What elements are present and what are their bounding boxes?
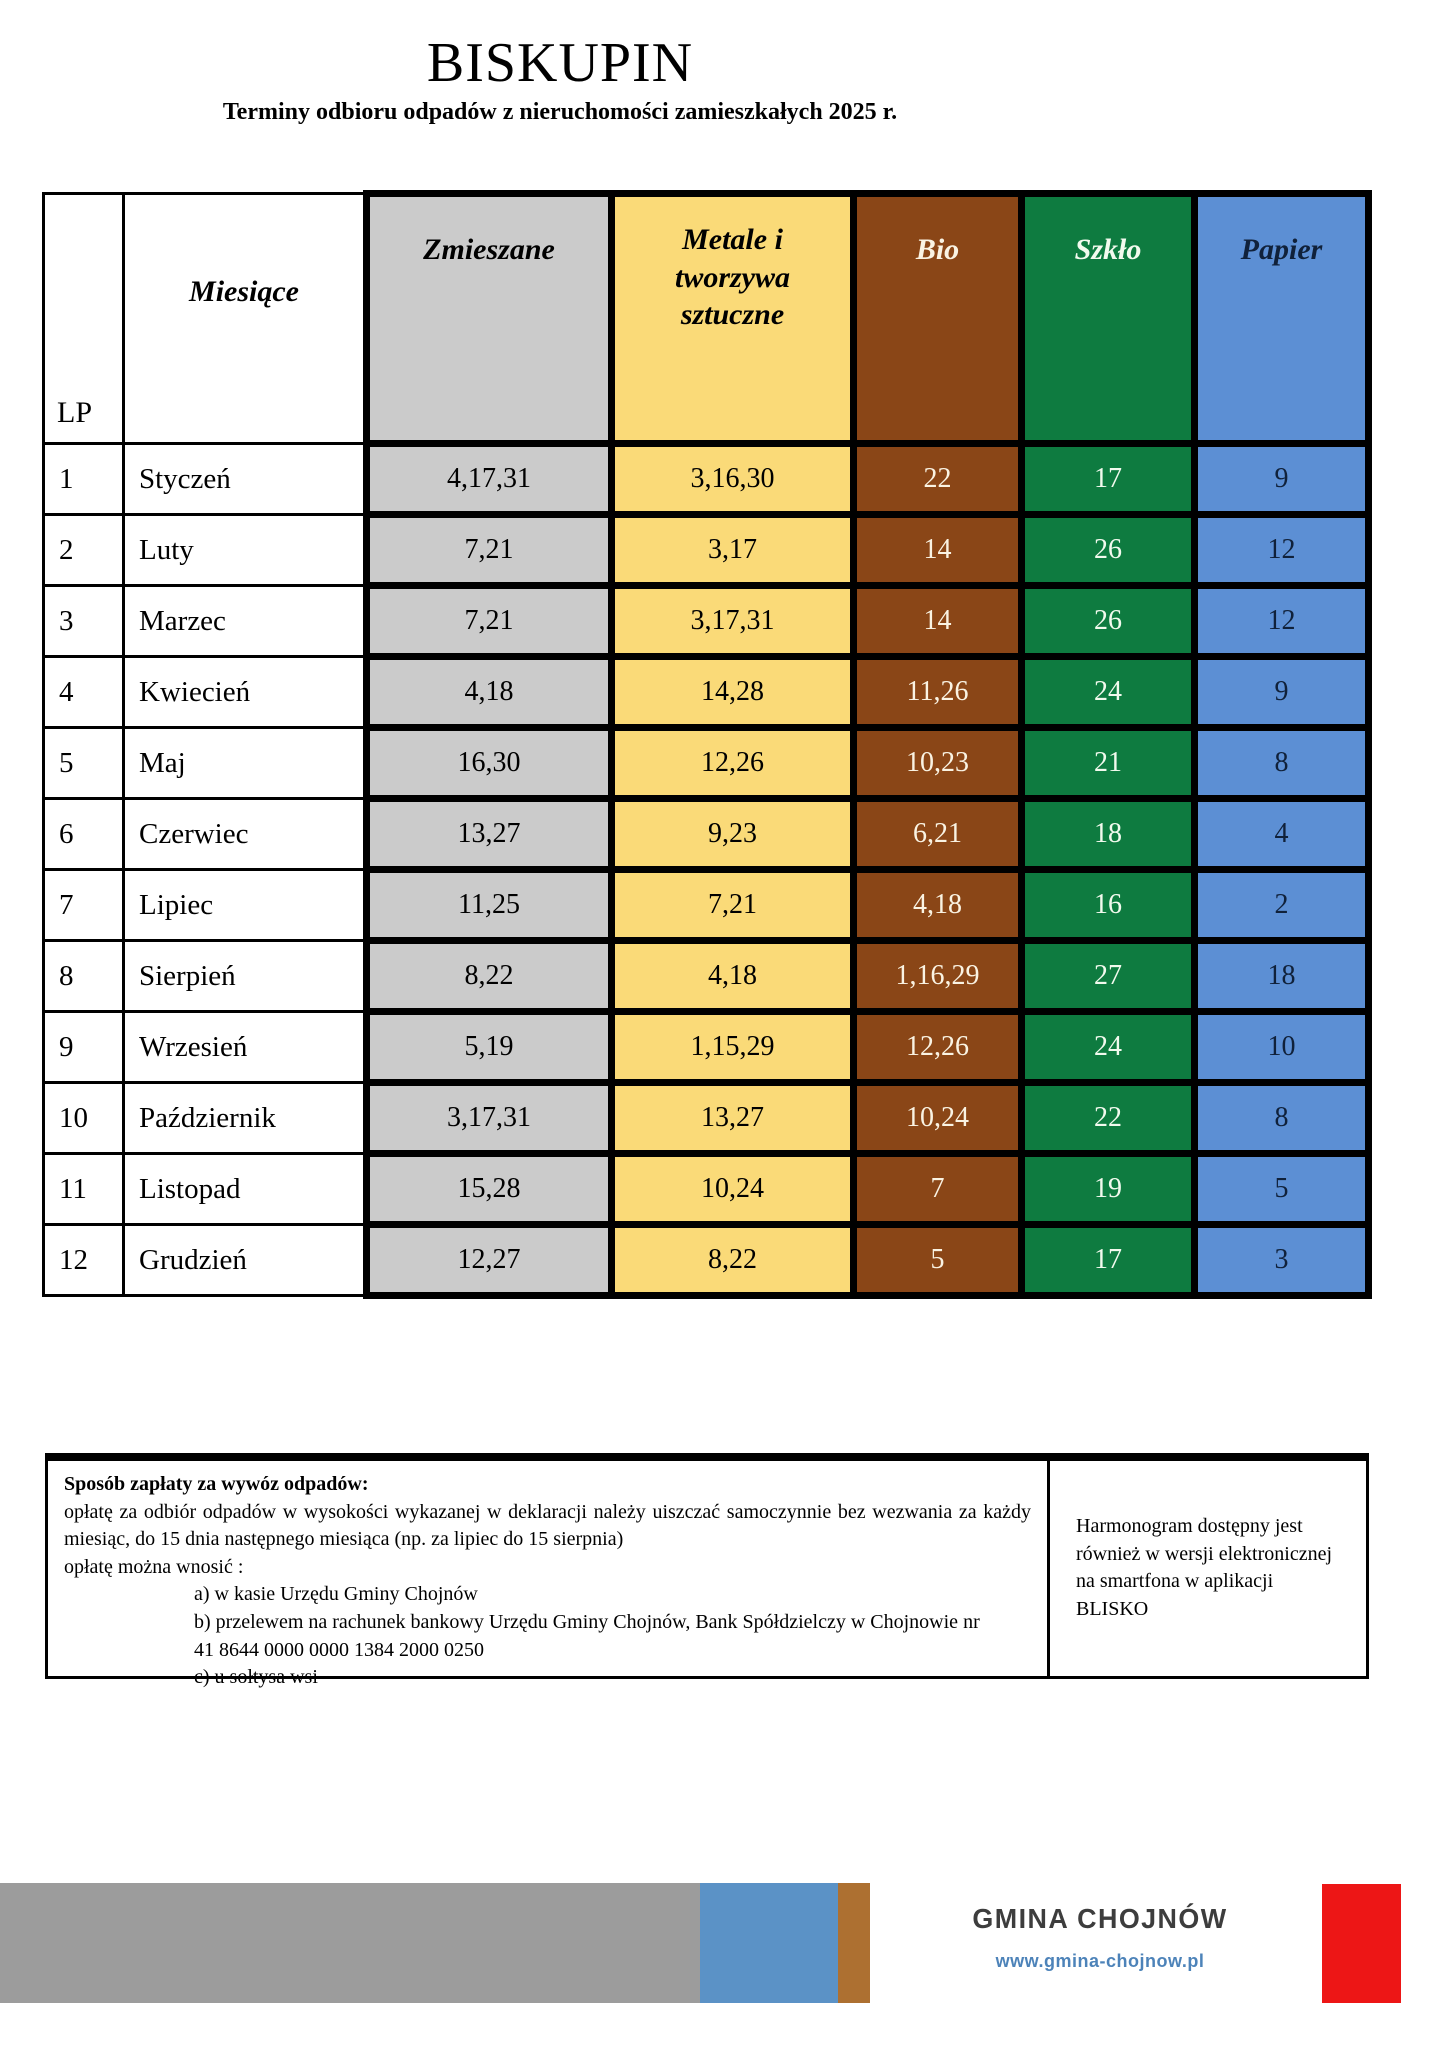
bio-dates-cell: 1,16,29 <box>854 941 1022 1012</box>
column-header-papier: Papier <box>1195 194 1369 444</box>
payment-info-section <box>45 1453 1369 1689</box>
papier-dates-cell: 8 <box>1195 1083 1369 1154</box>
schedule-table-row <box>44 515 1369 586</box>
zmieszane-dates-cell: 16,30 <box>367 728 612 799</box>
row-number-cell: 6 <box>44 799 124 870</box>
metale-dates-cell: 4,18 <box>612 941 854 1012</box>
app-info-text: Harmonogram dostępny jest również w wersji elektronicznej na smartfona w aplikacji BLISKO <box>1076 1515 1333 1620</box>
row-number-cell: 4 <box>44 657 124 728</box>
month-cell: Czerwiec <box>124 799 367 870</box>
column-header-lp: LP <box>44 194 124 444</box>
zmieszane-dates-cell: 13,27 <box>367 799 612 870</box>
schedule-table-row <box>44 1154 1369 1225</box>
footer-brand <box>950 1903 1250 1972</box>
document-header <box>0 34 1120 126</box>
month-cell: Marzec <box>124 586 367 657</box>
papier-dates-cell: 5 <box>1195 1154 1369 1225</box>
papier-dates-cell: 12 <box>1195 515 1369 586</box>
column-header-szklo: Szkło <box>1022 194 1195 444</box>
bio-dates-cell: 4,18 <box>854 870 1022 941</box>
papier-dates-cell: 9 <box>1195 657 1369 728</box>
metale-dates-cell: 13,27 <box>612 1083 854 1154</box>
szklo-dates-cell: 24 <box>1022 657 1195 728</box>
szklo-dates-cell: 21 <box>1022 728 1195 799</box>
zmieszane-dates-cell: 12,27 <box>367 1225 612 1296</box>
bio-dates-cell: 11,26 <box>854 657 1022 728</box>
szklo-dates-cell: 26 <box>1022 515 1195 586</box>
bio-dates-cell: 5 <box>854 1225 1022 1296</box>
row-number-cell: 11 <box>44 1154 124 1225</box>
zmieszane-dates-cell: 7,21 <box>367 515 612 586</box>
metale-dates-cell: 7,21 <box>612 870 854 941</box>
bank-account-number: 41 8644 0000 0000 1384 2000 0250 <box>194 1638 484 1661</box>
row-number-cell: 3 <box>44 586 124 657</box>
column-header-metale: Metale i tworzywa sztuczne <box>612 194 854 444</box>
month-cell: Sierpień <box>124 941 367 1012</box>
szklo-dates-cell: 19 <box>1022 1154 1195 1225</box>
payment-paragraph: opłatę za odbiór odpadów w wysokości wykazanej w deklaracji należy uiszczać samoczynnie bez wezwania za każdy miesiąc, do 15 dnia następnego miesiąca (np. za lipiec do 15 sierpnia) <box>64 1500 1031 1551</box>
schedule-table-row <box>44 1012 1369 1083</box>
month-cell: Październik <box>124 1083 367 1154</box>
schedule-table-row <box>44 941 1369 1012</box>
month-cell: Kwiecień <box>124 657 367 728</box>
metale-dates-cell: 3,16,30 <box>612 444 854 515</box>
schedule-table-row <box>44 586 1369 657</box>
metale-dates-cell: 8,22 <box>612 1225 854 1296</box>
schedule-table-body <box>44 444 1369 1296</box>
metale-dates-cell: 9,23 <box>612 799 854 870</box>
footer-red-square <box>1322 1884 1401 2003</box>
zmieszane-dates-cell: 3,17,31 <box>367 1083 612 1154</box>
schedule-table-row <box>44 870 1369 941</box>
zmieszane-dates-cell: 7,21 <box>367 586 612 657</box>
szklo-dates-cell: 17 <box>1022 1225 1195 1296</box>
bio-dates-cell: 12,26 <box>854 1012 1022 1083</box>
papier-dates-cell: 18 <box>1195 941 1369 1012</box>
payment-details-box <box>48 1461 1050 1689</box>
metale-dates-cell: 10,24 <box>612 1154 854 1225</box>
column-header-bio: Bio <box>854 194 1022 444</box>
schedule-table-row <box>44 1225 1369 1296</box>
row-number-cell: 12 <box>44 1225 124 1296</box>
zmieszane-dates-cell: 15,28 <box>367 1154 612 1225</box>
zmieszane-dates-cell: 8,22 <box>367 941 612 1012</box>
month-cell: Listopad <box>124 1154 367 1225</box>
szklo-dates-cell: 16 <box>1022 870 1195 941</box>
metale-dates-cell: 14,28 <box>612 657 854 728</box>
bio-dates-cell: 6,21 <box>854 799 1022 870</box>
zmieszane-dates-cell: 4,18 <box>367 657 612 728</box>
page-title: BISKUPIN <box>426 32 694 94</box>
payment-heading: Sposób zapłaty za wywóz odpadów: <box>64 1473 369 1495</box>
zmieszane-dates-cell: 4,17,31 <box>367 444 612 515</box>
szklo-dates-cell: 26 <box>1022 586 1195 657</box>
month-cell: Styczeń <box>124 444 367 515</box>
papier-dates-cell: 12 <box>1195 586 1369 657</box>
metale-dates-cell: 1,15,29 <box>612 1012 854 1083</box>
row-number-cell: 7 <box>44 870 124 941</box>
bio-dates-cell: 22 <box>854 444 1022 515</box>
zmieszane-dates-cell: 11,25 <box>367 870 612 941</box>
szklo-dates-cell: 27 <box>1022 941 1195 1012</box>
papier-dates-cell: 2 <box>1195 870 1369 941</box>
app-info-box <box>1050 1461 1366 1676</box>
row-number-cell: 9 <box>44 1012 124 1083</box>
schedule-table-row <box>44 799 1369 870</box>
row-number-cell: 2 <box>44 515 124 586</box>
row-number-cell: 10 <box>44 1083 124 1154</box>
page-subtitle: Terminy odbioru odpadów z nieruchomości zamieszkałych 2025 r. <box>222 98 898 125</box>
bio-dates-cell: 10,23 <box>854 728 1022 799</box>
bio-dates-cell: 14 <box>854 586 1022 657</box>
papier-dates-cell: 4 <box>1195 799 1369 870</box>
month-cell: Wrzesień <box>124 1012 367 1083</box>
payment-option-c: c) u sołtysa wsi <box>194 1666 318 1689</box>
month-cell: Grudzień <box>124 1225 367 1296</box>
bio-dates-cell: 7 <box>854 1154 1022 1225</box>
metale-dates-cell: 3,17,31 <box>612 586 854 657</box>
payment-option-b: b) przelewem na rachunek bankowy Urzędu Gminy Chojnów, Bank Spółdzielczy w Chojnowie nr <box>194 1610 980 1633</box>
row-number-cell: 8 <box>44 941 124 1012</box>
schedule-table-row <box>44 657 1369 728</box>
schedule-table-row <box>44 1083 1369 1154</box>
column-header-zmieszane: Zmieszane <box>367 194 612 444</box>
papier-dates-cell: 9 <box>1195 444 1369 515</box>
bio-dates-cell: 14 <box>854 515 1022 586</box>
zmieszane-dates-cell: 5,19 <box>367 1012 612 1083</box>
bio-dates-cell: 10,24 <box>854 1083 1022 1154</box>
szklo-dates-cell: 22 <box>1022 1083 1195 1154</box>
row-number-cell: 1 <box>44 444 124 515</box>
month-cell: Maj <box>124 728 367 799</box>
papier-dates-cell: 3 <box>1195 1225 1369 1296</box>
website-link[interactable]: www.gmina-chojnow.pl <box>995 1951 1205 1971</box>
metale-dates-cell: 3,17 <box>612 515 854 586</box>
schedule-table-row <box>44 444 1369 515</box>
month-cell: Luty <box>124 515 367 586</box>
row-number-cell: 5 <box>44 728 124 799</box>
papier-dates-cell: 8 <box>1195 728 1369 799</box>
szklo-dates-cell: 18 <box>1022 799 1195 870</box>
payment-option-a: a) w kasie Urzędu Gminy Chojnów <box>194 1583 478 1606</box>
schedule-table <box>42 190 1372 1299</box>
metale-dates-cell: 12,26 <box>612 728 854 799</box>
month-cell: Lipiec <box>124 870 367 941</box>
schedule-header-row <box>44 194 1369 444</box>
papier-dates-cell: 10 <box>1195 1012 1369 1083</box>
footer-bar-blue <box>700 1883 838 2003</box>
column-header-months: Miesiące <box>124 194 367 444</box>
footer-bar-gray <box>0 1883 700 2003</box>
payment-options-intro: opłatę można wnosić : <box>64 1555 244 1578</box>
schedule-table-row <box>44 728 1369 799</box>
municipality-name: GMINA CHOJNÓW <box>972 1903 1228 1934</box>
payment-options-list <box>194 1581 1031 1691</box>
szklo-dates-cell: 24 <box>1022 1012 1195 1083</box>
footer-bar-brown <box>838 1883 870 2003</box>
szklo-dates-cell: 17 <box>1022 444 1195 515</box>
